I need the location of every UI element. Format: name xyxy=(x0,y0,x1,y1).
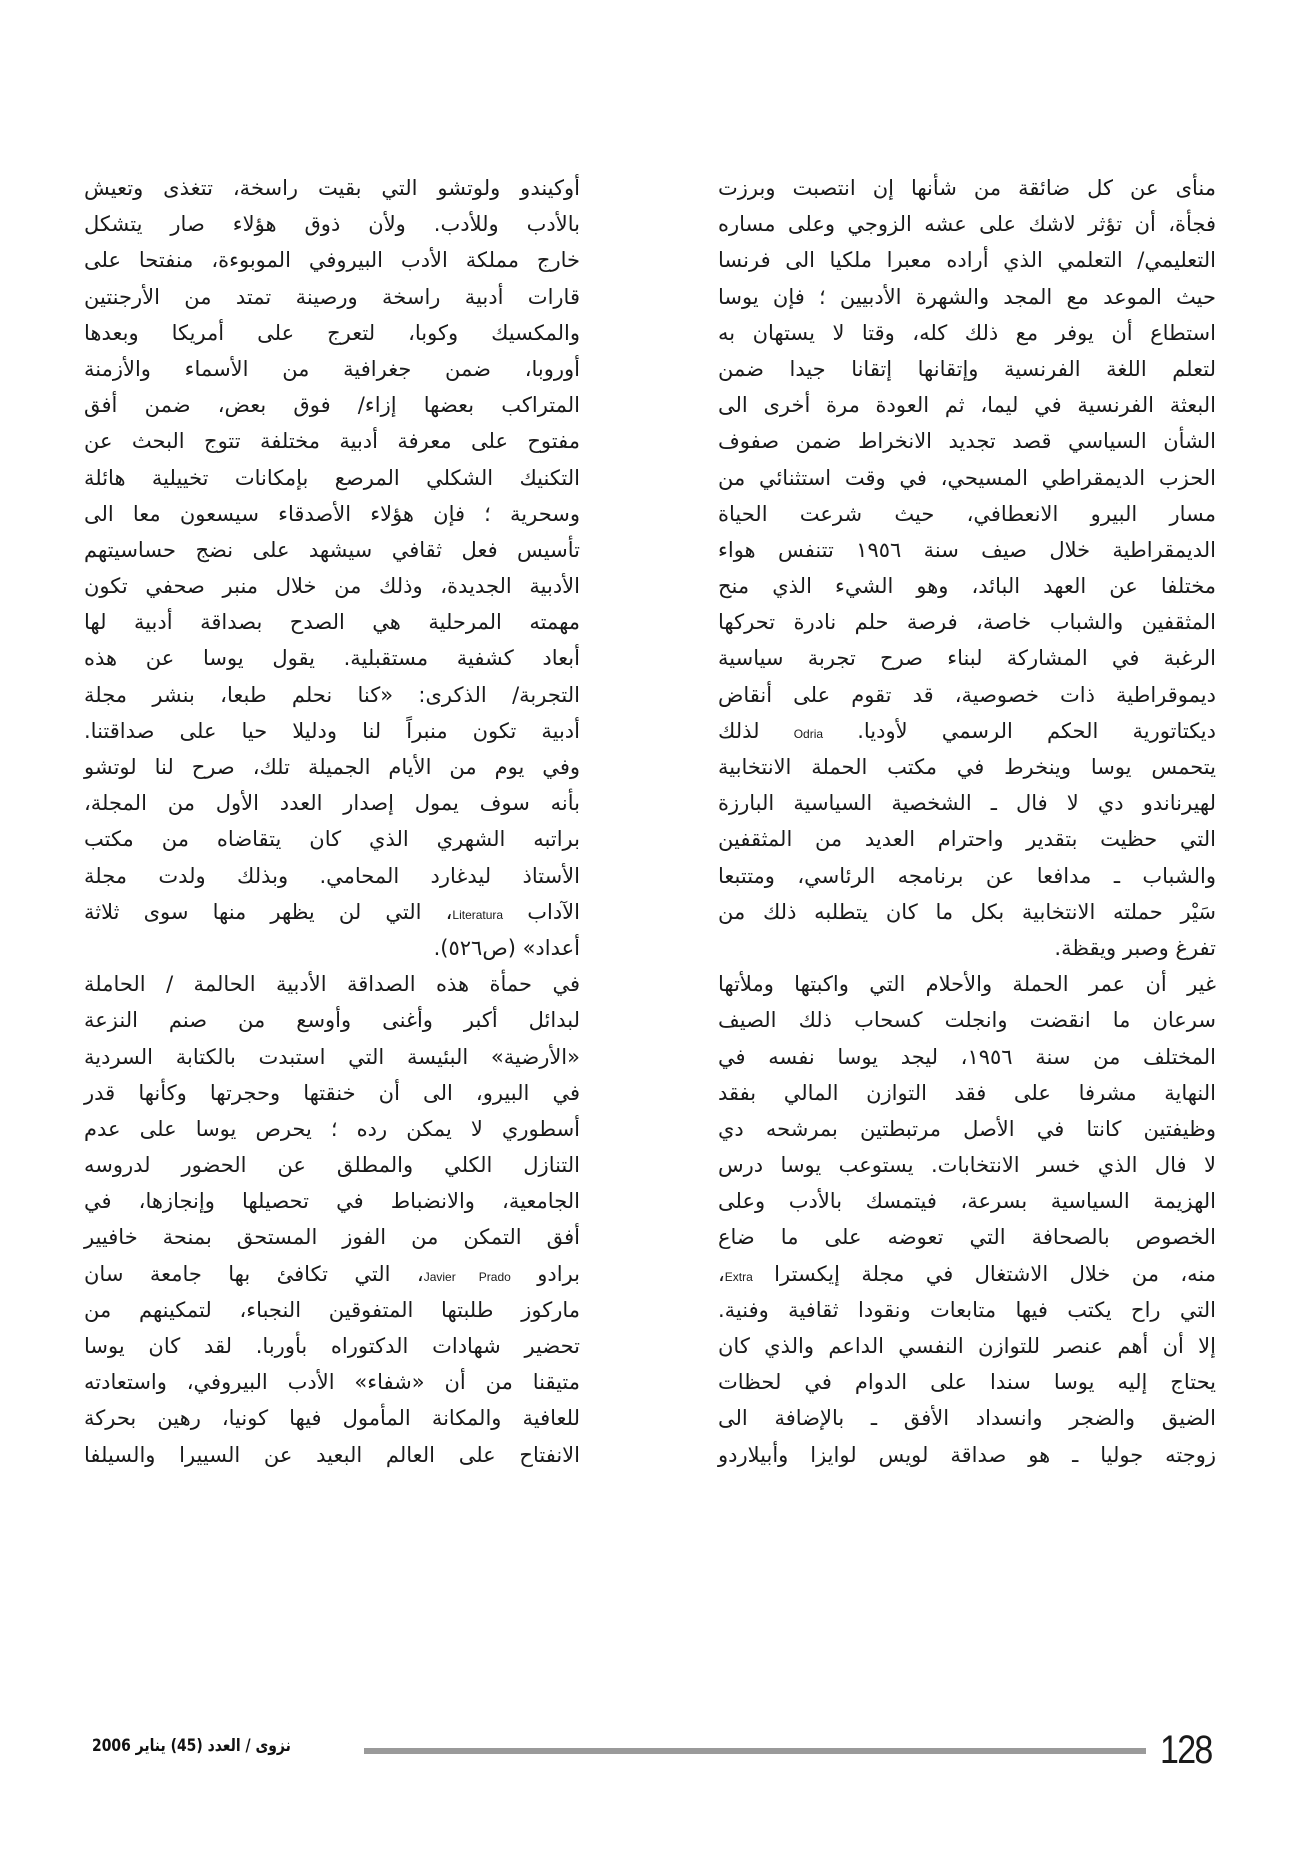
text-line xyxy=(718,1256,1216,1292)
text-line: أدبية تكون منبراً لنا ودليلا حيا على صداقتنا. xyxy=(84,718,580,743)
text-line: والشباب ـ مدافعا عن برنامجه الرئاسي، ومتتبعا xyxy=(718,863,1216,888)
text-line: تأسيس فعل ثقافي سيشهد على نضج حساسيتهم xyxy=(84,537,580,562)
text-line: البعثة الفرنسية في ليما، ثم العودة مرة أخرى الى xyxy=(718,393,1216,418)
arabic-text: منه، من خلال الاشتغال في مجلة إيكسترا xyxy=(752,1261,1216,1286)
page-footer xyxy=(0,1728,1296,1778)
text-line: لهيرناندو دي لا فال ـ الشخصية السياسية البارزة xyxy=(718,791,1216,816)
text-line: الهزيمة السياسية بسرعة، فيتمسك بالأدب وعلى xyxy=(718,1189,1216,1214)
text-line: التي راح يكتب فيها متابعات ونقودا ثقافية وفنية. xyxy=(718,1297,1216,1322)
arabic-text: الآداب xyxy=(503,899,580,924)
text-line: والمكسيك وكوبا، لتعرج على أمريكا وبعدها xyxy=(84,320,580,345)
text-line: سَيْر حملته الانتخابية بكل ما كان يتطلبه ذلك من xyxy=(718,899,1216,924)
text-line: التجربة/ الذكرى: «كنا نحلم طبعا، بنشر مجلة xyxy=(84,682,580,707)
text-line: لتعلم اللغة الفرنسية وإتقانها إتقانا جيدا ضمن xyxy=(718,356,1216,381)
arabic-text: ديكتاتورية الحكم الرسمي لأوديا. xyxy=(823,718,1216,743)
arabic-text: لذلك xyxy=(718,718,794,743)
text-line: منأى عن كل ضائقة من شأنها إن انتصبت وبرزت xyxy=(718,176,1216,200)
text-line: الضيق والضجر وانسداد الأفق ـ بالإضافة الى xyxy=(718,1406,1216,1431)
text-line: أفق التمكن من الفوز المستحق بمنحة خافيير xyxy=(84,1225,580,1250)
text-line: ديموقراطية ذات خصوصية، قد تقوم على أنقاض xyxy=(718,682,1216,707)
text-line: فجأة، أن تؤثر لاشك على عشه الزوجي وعلى مساره xyxy=(718,212,1216,237)
arabic-text: ، التي تكافئ بها جامعة سان xyxy=(84,1261,424,1286)
text-line: للعافية والمكانة المأمول فيها كونيا، رهين بحركة xyxy=(84,1406,580,1431)
text-line: الحزب الديمقراطي المسيحي، في وقت استثنائي من xyxy=(718,465,1216,490)
text-line: وسحرية ؛ فإن هؤلاء الأصدقاء سيسعون معا الى xyxy=(84,501,580,526)
text-line: التنازل الكلي والمطلق عن الحضور لدروسه xyxy=(84,1153,580,1178)
text-line: أوروبا، ضمن جغرافية من الأسماء والأزمنة xyxy=(84,356,580,381)
text-line: قارات أدبية راسخة ورصينة تمتد من الأرجنتين xyxy=(84,284,580,309)
text-line: لا فال الذي خسر الانتخابات. يستوعب يوسا درس xyxy=(718,1153,1216,1178)
text-line: «الأرضية» البئيسة التي استبدت بالكتابة السردية xyxy=(84,1044,580,1069)
text-line xyxy=(84,1256,580,1292)
text-line: المثقفين والشباب خاصة، فرصة حلم نادرة تحركها xyxy=(718,610,1216,635)
text-line: إلا أن أهم عنصر للتوازن النفسي الداعم والذي كان xyxy=(718,1334,1216,1358)
text-line: زوجته جوليا ـ هو صداقة لويس لوايزا وأبيلاردو xyxy=(718,1442,1216,1467)
arabic-text: ، xyxy=(718,1261,725,1286)
text-line: استطاع أن يوفر مع ذلك كله، وقتا لا يستهان به xyxy=(718,320,1216,345)
text-line: يحتاج إليه يوسا سندا على الدوام في لحظات xyxy=(718,1370,1216,1395)
text-line: أبعاد كشفية مستقبلية. يقول يوسا عن هذه xyxy=(84,646,580,671)
text-line: المتراكب بعضها إزاء/ فوق بعض، ضمن أفق xyxy=(84,393,580,418)
text-line: غير أن عمر الحملة والأحلام التي واكبتها وملأتها xyxy=(718,972,1216,997)
text-line: مسار البيرو الانعطافي، حيث شرعت الحياة xyxy=(718,501,1216,526)
text-line: الديمقراطية خلال صيف سنة ١٩٥٦ تتنفس هواء xyxy=(718,537,1216,562)
latin-term: Extra xyxy=(724,1269,753,1284)
text-line: تفرغ وصبر ويقظة. xyxy=(1054,935,1216,960)
text-line: المختلف من سنة ١٩٥٦، ليجد يوسا نفسه في xyxy=(718,1044,1216,1069)
arabic-text: برادو xyxy=(510,1261,581,1286)
text-line: في البيرو، الى أن خنقتها وحجرتها وكأنها قدر xyxy=(84,1080,580,1105)
latin-term: Javier Prado xyxy=(423,1269,511,1284)
text-line: الأدبية الجديدة، وذلك من خلال منبر صحفي تكون xyxy=(84,574,580,599)
text-line: التعليمي/ التعلمي الذي أراده معبرا ملكيا الى فرنسا xyxy=(718,248,1216,273)
text-line: النهاية مشرفا على فقد التوازن المالي بفقد xyxy=(718,1080,1216,1105)
text-line: متيقنا من أن «شفاء» الأدب البيروفي، واستعادته xyxy=(84,1370,580,1395)
text-line: الأستاذ ليدغارد المحامي. وبذلك ولدت مجلة xyxy=(84,863,580,888)
text-line: أوكيندو ولوتشو التي بقيت راسخة، تتغذى وتعيش xyxy=(84,176,580,200)
text-line: بالأدب وللأدب. ولأن ذوق هؤلاء صار يتشكل xyxy=(84,212,580,237)
footer-rule-divider xyxy=(364,1748,1146,1754)
text-column-left xyxy=(84,170,580,1473)
text-line: أسطوري لا يمكن رده ؛ يحرص يوسا على عدم xyxy=(84,1116,580,1141)
text-line: الرغبة في المشاركة لبناء صرح تجربة سياسية xyxy=(718,646,1216,671)
text-line: الجامعية، والانضباط في تحصيلها وإنجازها، في xyxy=(84,1189,580,1214)
text-line: مهمته المرحلية هي الصدح بصداقة أدبية لها xyxy=(84,610,580,635)
text-line: ماركوز طلبتها المتفوقين النجباء، لتمكينهم من xyxy=(84,1297,580,1322)
text-line xyxy=(84,894,580,930)
text-line: أعداد» (ص٥٢٦). xyxy=(433,935,580,960)
text-line: يتحمس يوسا وينخرط في مكتب الحملة الانتخابية xyxy=(718,755,1216,779)
text-line: مختلفا عن العهد البائد، وهو الشيء الذي منح xyxy=(718,574,1216,599)
text-line xyxy=(718,713,1216,749)
text-line: الانفتاح على العالم البعيد عن السييرا والسيلفا xyxy=(84,1442,580,1467)
text-line: وفي يوم من الأيام الجميلة تلك، صرح لنا لوتشو xyxy=(84,755,580,779)
text-line: سرعان ما انقضت وانجلت كسحاب ذلك الصيف xyxy=(718,1008,1216,1033)
text-line: لبدائل أكبر وأغنى وأوسع من صنم النزعة xyxy=(84,1008,580,1033)
text-line: براتبه الشهري الذي كان يتقاضاه من مكتب xyxy=(84,827,580,852)
text-line: التي حظيت بتقدير واحترام العديد من المثقفين xyxy=(718,827,1216,852)
text-line: الشأن السياسي قصد تجديد الانخراط ضمن صفوف xyxy=(718,429,1216,454)
latin-term: Literatura xyxy=(452,907,504,922)
text-line: خارج مملكة الأدب البيروفي الموبوءة، منفتحا على xyxy=(84,248,580,273)
arabic-text: ، التي لن يظهر منها سوى ثلاثة xyxy=(84,899,453,924)
text-line: حيث الموعد مع المجد والشهرة الأدبيين ؛ فإن يوسا xyxy=(718,284,1216,309)
text-line: بأنه سوف يمول إصدار العدد الأول من المجلة، xyxy=(84,791,580,816)
text-line: تحضير شهادات الدكتوراه بأوربا. لقد كان يوسا xyxy=(84,1334,580,1358)
text-line: مفتوح على معرفة أدبية مختلفة تتوج البحث عن xyxy=(84,429,580,454)
text-line: التكنيك الشكلي المرصع بإمكانات تخييلية هائلة xyxy=(84,465,580,490)
text-column-right xyxy=(718,170,1216,1473)
text-line: الخصوص بالصحافة التي تعوضه على ما ضاع xyxy=(718,1225,1216,1250)
issue-info: نزوى / العدد (45) يناير 2006 xyxy=(92,1736,291,1756)
text-line: وظيفتين كانتا في الأصل مرتبطتين بمرشحه دي xyxy=(718,1116,1216,1141)
latin-term: Odria xyxy=(793,726,824,741)
page-number: 128 xyxy=(1160,1728,1212,1772)
text-line: في حمأة هذه الصداقة الأدبية الحالمة / الحاملة xyxy=(84,972,580,997)
